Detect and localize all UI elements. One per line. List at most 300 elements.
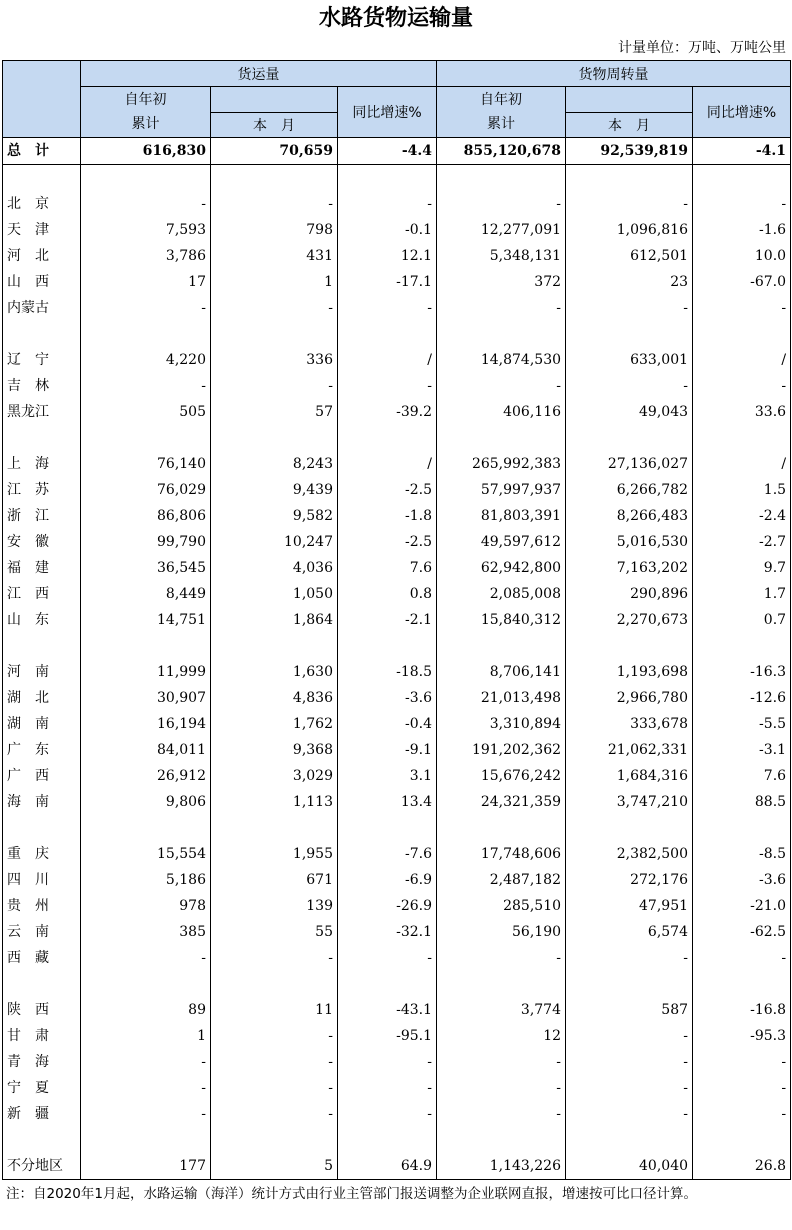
cargo-ytd-cell: 86,806 [81, 503, 211, 529]
table-row [3, 633, 791, 659]
cargo-month-cell [211, 165, 338, 192]
turnover-yoy-cell: - [693, 945, 791, 971]
turnover-ytd-cell: 3,310,894 [437, 711, 566, 737]
region-cell: 甘 肃 [3, 1023, 81, 1049]
cargo-ytd-cell: - [81, 1101, 211, 1127]
turnover-ytd-cell [437, 165, 566, 192]
turnover-yoy-cell: - [693, 191, 791, 217]
cargo-month-cell: 4,036 [211, 555, 338, 581]
turnover-yoy-cell: / [693, 347, 791, 373]
turnover-month-cell: 5,016,530 [566, 529, 693, 555]
cargo-yoy-cell: - [338, 373, 437, 399]
region-cell: 江 西 [3, 581, 81, 607]
turnover-month-cell [566, 425, 693, 451]
cargo-ytd-cell: 7,593 [81, 217, 211, 243]
region-cell: 黑龙江 [3, 399, 81, 425]
cargo-yoy-cell: -26.9 [338, 893, 437, 919]
cargo-yoy-cell: / [338, 347, 437, 373]
cargo-ytd-cell: - [81, 191, 211, 217]
region-cell: 北 京 [3, 191, 81, 217]
cargo-month-cell: 1,113 [211, 789, 338, 815]
cargo-yoy-cell: -2.5 [338, 529, 437, 555]
table-row [3, 815, 791, 841]
table-row [3, 503, 791, 529]
cargo-ytd-cell [81, 425, 211, 451]
cargo-month-cell: 3,029 [211, 763, 338, 789]
turnover-month-cell: 2,966,780 [566, 685, 693, 711]
region-cell [3, 815, 81, 841]
turnover-month-cell: 27,136,027 [566, 451, 693, 477]
ytd-header-turnover [437, 87, 566, 138]
turnover-ytd-cell: 406,116 [437, 399, 566, 425]
cargo-month-cell: - [211, 295, 338, 321]
cargo-ytd-cell: - [81, 373, 211, 399]
region-cell: 贵 州 [3, 893, 81, 919]
table-row [3, 191, 791, 217]
turnover-month-cell: 21,062,331 [566, 737, 693, 763]
cargo-ytd-cell: 26,912 [81, 763, 211, 789]
turnover-ytd-cell [437, 425, 566, 451]
turnover-month-cell: 23 [566, 269, 693, 295]
cargo-month-cell: - [211, 373, 338, 399]
table-row [3, 399, 791, 425]
turnover-yoy-cell [693, 971, 791, 997]
cargo-ytd-cell: 89 [81, 997, 211, 1023]
cargo-ytd-cell: 14,751 [81, 607, 211, 633]
region-cell: 江 苏 [3, 477, 81, 503]
region-cell: 吉 林 [3, 373, 81, 399]
cargo-month-cell [211, 321, 338, 347]
cargo-yoy-cell: -7.6 [338, 841, 437, 867]
turnover-month-cell: 49,043 [566, 399, 693, 425]
cargo-month-cell: 139 [211, 893, 338, 919]
turnover-yoy-cell: -3.6 [693, 867, 791, 893]
turnover-yoy-cell: - [693, 295, 791, 321]
cargo-yoy-cell [338, 165, 437, 192]
turnover-ytd-cell: 49,597,612 [437, 529, 566, 555]
group-header-cargo: 货运量 [81, 61, 437, 87]
turnover-yoy-cell [693, 165, 791, 192]
cargo-ytd-cell: 76,140 [81, 451, 211, 477]
table-row [3, 971, 791, 997]
table-row [3, 711, 791, 737]
cargo-yoy-cell: -6.9 [338, 867, 437, 893]
turnover-ytd-cell: 62,942,800 [437, 555, 566, 581]
turnover-ytd-cell: 21,013,498 [437, 685, 566, 711]
cargo-yoy-cell: 3.1 [338, 763, 437, 789]
region-cell [3, 971, 81, 997]
cargo-yoy-cell: -1.8 [338, 503, 437, 529]
cargo-month-cell [211, 815, 338, 841]
turnover-ytd-cell: - [437, 295, 566, 321]
ytd-line2: 累计 [131, 116, 160, 132]
region-cell: 河 南 [3, 659, 81, 685]
cargo-ytd-cell [81, 971, 211, 997]
footnote: 注：自2020年1月起，水路运输（海洋）统计方式由行业主管部门报送调整为企业联网直报，增速按可比口径计算。 [6, 1186, 697, 1202]
region-cell: 山 西 [3, 269, 81, 295]
table-row [3, 555, 791, 581]
turnover-month-cell: - [566, 191, 693, 217]
turnover-ytd-cell: 372 [437, 269, 566, 295]
turnover-ytd-cell: 81,803,391 [437, 503, 566, 529]
cargo-month-cell: 431 [211, 243, 338, 269]
turnover-month-cell: - [566, 295, 693, 321]
cargo-yoy-cell: 12.1 [338, 243, 437, 269]
cargo-month-cell: 10,247 [211, 529, 338, 555]
table-row [3, 451, 791, 477]
turnover-yoy-cell: 7.6 [693, 763, 791, 789]
cargo-yoy-cell [338, 633, 437, 659]
cargo-month-cell: 9,439 [211, 477, 338, 503]
table-body [3, 138, 791, 1180]
region-cell: 湖 南 [3, 711, 81, 737]
turnover-ytd-cell: 2,085,008 [437, 581, 566, 607]
table-row [3, 1023, 791, 1049]
region-cell: 内蒙古 [3, 295, 81, 321]
cargo-ytd-cell: 4,220 [81, 347, 211, 373]
table-row [3, 529, 791, 555]
region-cell: 天 津 [3, 217, 81, 243]
table-row [3, 737, 791, 763]
table-row [3, 997, 791, 1023]
turnover-ytd-cell [437, 815, 566, 841]
turnover-month-cell: - [566, 1075, 693, 1101]
turnover-yoy-cell: - [693, 373, 791, 399]
cargo-month-cell: 1,762 [211, 711, 338, 737]
month-header-cargo-top [211, 87, 338, 113]
turnover-month-cell: 587 [566, 997, 693, 1023]
turnover-month-cell: 7,163,202 [566, 555, 693, 581]
turnover-month-cell [566, 1127, 693, 1153]
turnover-month-cell: 47,951 [566, 893, 693, 919]
group-header-turnover: 货物周转量 [437, 61, 791, 87]
turnover-ytd-cell: 2,487,182 [437, 867, 566, 893]
turnover-yoy-cell: / [693, 451, 791, 477]
turnover-yoy-cell: - [693, 1101, 791, 1127]
table-row [3, 893, 791, 919]
cargo-ytd-cell: 5,186 [81, 867, 211, 893]
cargo-yoy-cell [338, 425, 437, 451]
turnover-month-cell [566, 165, 693, 192]
cargo-yoy-cell: -2.5 [338, 477, 437, 503]
region-cell: 重 庆 [3, 841, 81, 867]
table-row [3, 763, 791, 789]
region-cell: 福 建 [3, 555, 81, 581]
turnover-month-cell: - [566, 1101, 693, 1127]
turnover-ytd-cell: 15,676,242 [437, 763, 566, 789]
region-cell: 广 东 [3, 737, 81, 763]
cargo-ytd-cell: - [81, 1075, 211, 1101]
cargo-month-cell: 1,864 [211, 607, 338, 633]
cargo-yoy-cell: -0.4 [338, 711, 437, 737]
region-cell [3, 321, 81, 347]
cargo-ytd-cell: 15,554 [81, 841, 211, 867]
cargo-month-cell: - [211, 945, 338, 971]
cargo-month-cell: 70,659 [211, 138, 338, 165]
turnover-month-cell: 1,684,316 [566, 763, 693, 789]
unit-label: 计量单位：万吨、万吨公里 [618, 40, 786, 56]
turnover-month-cell [566, 971, 693, 997]
region-cell: 陕 西 [3, 997, 81, 1023]
cargo-month-cell [211, 971, 338, 997]
cargo-yoy-cell: -43.1 [338, 997, 437, 1023]
cargo-yoy-cell: -95.1 [338, 1023, 437, 1049]
turnover-month-cell: 6,266,782 [566, 477, 693, 503]
turnover-yoy-cell: - [693, 1049, 791, 1075]
table-row [3, 919, 791, 945]
cargo-month-cell: - [211, 191, 338, 217]
turnover-yoy-cell: 1.7 [693, 581, 791, 607]
cargo-ytd-cell: 8,449 [81, 581, 211, 607]
cargo-ytd-cell [81, 1127, 211, 1153]
turnover-yoy-cell: -4.1 [693, 138, 791, 165]
turnover-month-cell: 1,096,816 [566, 217, 693, 243]
cargo-ytd-cell: 505 [81, 399, 211, 425]
turnover-ytd-cell [437, 633, 566, 659]
turnover-ytd-cell: 17,748,606 [437, 841, 566, 867]
region-cell [3, 1127, 81, 1153]
cargo-month-cell [211, 633, 338, 659]
table-row [3, 477, 791, 503]
cargo-month-cell: 4,836 [211, 685, 338, 711]
table-row [3, 581, 791, 607]
cargo-ytd-cell: 11,999 [81, 659, 211, 685]
turnover-month-cell: - [566, 1049, 693, 1075]
table-row [3, 1101, 791, 1127]
turnover-month-cell: - [566, 1023, 693, 1049]
turnover-yoy-cell [693, 815, 791, 841]
turnover-yoy-cell: 26.8 [693, 1153, 791, 1180]
cargo-yoy-cell: - [338, 295, 437, 321]
turnover-yoy-cell: -12.6 [693, 685, 791, 711]
table-row [3, 685, 791, 711]
turnover-yoy-cell: -1.6 [693, 217, 791, 243]
ytd-line1: 自年初 [124, 92, 167, 108]
table-row [3, 347, 791, 373]
ytd-header-cargo [81, 87, 211, 138]
cargo-ytd-cell: 978 [81, 893, 211, 919]
turnover-ytd-cell: 285,510 [437, 893, 566, 919]
turnover-ytd-cell: 57,997,937 [437, 477, 566, 503]
turnover-month-cell: 612,501 [566, 243, 693, 269]
table-row [3, 945, 791, 971]
cargo-ytd-cell [81, 321, 211, 347]
turnover-month-cell: 6,574 [566, 919, 693, 945]
region-cell: 辽 宁 [3, 347, 81, 373]
turnover-yoy-cell: -16.8 [693, 997, 791, 1023]
cargo-ytd-cell: 9,806 [81, 789, 211, 815]
region-cell: 云 南 [3, 919, 81, 945]
cargo-month-cell: 671 [211, 867, 338, 893]
turnover-month-cell: 8,266,483 [566, 503, 693, 529]
turnover-yoy-cell: -95.3 [693, 1023, 791, 1049]
cargo-month-cell: 9,582 [211, 503, 338, 529]
cargo-month-cell: 1,050 [211, 581, 338, 607]
region-cell [3, 425, 81, 451]
region-cell: 广 西 [3, 763, 81, 789]
yoy-header-cargo: 同比增速% [338, 87, 437, 138]
cargo-yoy-cell [338, 321, 437, 347]
turnover-ytd-cell: 3,774 [437, 997, 566, 1023]
turnover-yoy-cell: -21.0 [693, 893, 791, 919]
table-row [3, 867, 791, 893]
table-row [3, 789, 791, 815]
turnover-month-cell: 92,539,819 [566, 138, 693, 165]
cargo-month-cell [211, 425, 338, 451]
cargo-ytd-cell: - [81, 1049, 211, 1075]
table-row [3, 321, 791, 347]
cargo-yoy-cell: -0.1 [338, 217, 437, 243]
table-row [3, 165, 791, 192]
cargo-ytd-cell: 1 [81, 1023, 211, 1049]
region-cell: 安 徽 [3, 529, 81, 555]
cargo-yoy-cell: -2.1 [338, 607, 437, 633]
month-header-cargo: 本 月 [211, 113, 338, 138]
cargo-ytd-cell [81, 633, 211, 659]
turnover-yoy-cell: 0.7 [693, 607, 791, 633]
turnover-yoy-cell [693, 321, 791, 347]
cargo-month-cell: - [211, 1049, 338, 1075]
cargo-ytd-cell: - [81, 945, 211, 971]
turnover-ytd-cell: 8,706,141 [437, 659, 566, 685]
turnover-yoy-cell: -3.1 [693, 737, 791, 763]
cargo-yoy-cell: - [338, 1049, 437, 1075]
table-row [3, 425, 791, 451]
cargo-ytd-cell: 84,011 [81, 737, 211, 763]
cargo-yoy-cell: -9.1 [338, 737, 437, 763]
page-title: 水路货物运输量 [318, 6, 473, 31]
turnover-ytd-cell: - [437, 1101, 566, 1127]
region-cell: 四 川 [3, 867, 81, 893]
turnover-yoy-cell: 9.7 [693, 555, 791, 581]
turnover-yoy-cell: -16.3 [693, 659, 791, 685]
turnover-ytd-cell: 24,321,359 [437, 789, 566, 815]
turnover-yoy-cell [693, 633, 791, 659]
region-cell: 青 海 [3, 1049, 81, 1075]
turnover-yoy-cell: 10.0 [693, 243, 791, 269]
cargo-ytd-cell: 177 [81, 1153, 211, 1180]
turnover-ytd-cell: 12,277,091 [437, 217, 566, 243]
region-header [3, 61, 81, 138]
cargo-yoy-cell: -17.1 [338, 269, 437, 295]
cargo-month-cell: 11 [211, 997, 338, 1023]
turnover-ytd-cell: 12 [437, 1023, 566, 1049]
cargo-ytd-cell: 99,790 [81, 529, 211, 555]
cargo-ytd-cell [81, 815, 211, 841]
month-header-turnover: 本 月 [566, 113, 693, 138]
turnover-month-cell [566, 321, 693, 347]
cargo-month-cell: 57 [211, 399, 338, 425]
region-cell: 不分地区 [3, 1153, 81, 1180]
turnover-ytd-cell: - [437, 1075, 566, 1101]
region-cell: 河 北 [3, 243, 81, 269]
table-row [3, 217, 791, 243]
cargo-month-cell: 9,368 [211, 737, 338, 763]
cargo-month-cell: - [211, 1101, 338, 1127]
cargo-month-cell: 1 [211, 269, 338, 295]
month-header-turnover-top [566, 87, 693, 113]
cargo-ytd-cell: 30,907 [81, 685, 211, 711]
turnover-yoy-cell: -2.4 [693, 503, 791, 529]
cargo-yoy-cell: 64.9 [338, 1153, 437, 1180]
table-row [3, 659, 791, 685]
turnover-month-cell: 633,001 [566, 347, 693, 373]
turnover-yoy-cell [693, 425, 791, 451]
turnover-ytd-cell [437, 971, 566, 997]
region-cell: 西 藏 [3, 945, 81, 971]
turnover-yoy-cell: 88.5 [693, 789, 791, 815]
yoy-header-turnover: 同比增速% [693, 87, 791, 138]
cargo-month-cell: 8,243 [211, 451, 338, 477]
turnover-yoy-cell: - [693, 1075, 791, 1101]
table-row [3, 1153, 791, 1180]
cargo-yoy-cell: / [338, 451, 437, 477]
cargo-ytd-cell: 3,786 [81, 243, 211, 269]
turnover-yoy-cell: 33.6 [693, 399, 791, 425]
cargo-ytd-cell: 76,029 [81, 477, 211, 503]
turnover-month-cell: - [566, 373, 693, 399]
cargo-ytd-cell: 616,830 [81, 138, 211, 165]
region-cell [3, 165, 81, 192]
turnover-month-cell: 290,896 [566, 581, 693, 607]
cargo-yoy-cell: - [338, 191, 437, 217]
data-table [2, 60, 791, 1180]
turnover-ytd-cell: 265,992,383 [437, 451, 566, 477]
cargo-month-cell: 1,630 [211, 659, 338, 685]
cargo-yoy-cell [338, 971, 437, 997]
cargo-ytd-cell: 36,545 [81, 555, 211, 581]
cargo-month-cell: 798 [211, 217, 338, 243]
turnover-ytd-cell [437, 1127, 566, 1153]
cargo-yoy-cell: - [338, 1101, 437, 1127]
turnover-month-cell: 1,193,698 [566, 659, 693, 685]
turnover-month-cell: 2,270,673 [566, 607, 693, 633]
cargo-ytd-cell: - [81, 295, 211, 321]
turnover-month-cell: 3,747,210 [566, 789, 693, 815]
table-row [3, 841, 791, 867]
region-cell: 总 计 [3, 138, 81, 165]
turnover-yoy-cell: -67.0 [693, 269, 791, 295]
cargo-yoy-cell: 13.4 [338, 789, 437, 815]
cargo-yoy-cell [338, 815, 437, 841]
table-row [3, 1075, 791, 1101]
turnover-ytd-cell: 14,874,530 [437, 347, 566, 373]
cargo-yoy-cell: -18.5 [338, 659, 437, 685]
turnover-ytd-cell: 855,120,678 [437, 138, 566, 165]
table-row [3, 373, 791, 399]
cargo-month-cell: 55 [211, 919, 338, 945]
region-cell: 海 南 [3, 789, 81, 815]
turnover-ytd-cell: 1,143,226 [437, 1153, 566, 1180]
turnover-ytd-cell: - [437, 1049, 566, 1075]
region-cell: 湖 北 [3, 685, 81, 711]
region-cell: 上 海 [3, 451, 81, 477]
cargo-month-cell: - [211, 1023, 338, 1049]
turnover-yoy-cell: -5.5 [693, 711, 791, 737]
turnover-ytd-cell: 191,202,362 [437, 737, 566, 763]
turnover-ytd-cell: - [437, 373, 566, 399]
turnover-month-cell [566, 633, 693, 659]
turnover-month-cell: 333,678 [566, 711, 693, 737]
ytd-line2: 累计 [487, 116, 516, 132]
cargo-ytd-cell: 16,194 [81, 711, 211, 737]
cargo-month-cell: - [211, 1075, 338, 1101]
turnover-yoy-cell: -2.7 [693, 529, 791, 555]
cargo-yoy-cell: - [338, 945, 437, 971]
turnover-ytd-cell: 56,190 [437, 919, 566, 945]
cargo-yoy-cell: -4.4 [338, 138, 437, 165]
turnover-ytd-cell: - [437, 191, 566, 217]
